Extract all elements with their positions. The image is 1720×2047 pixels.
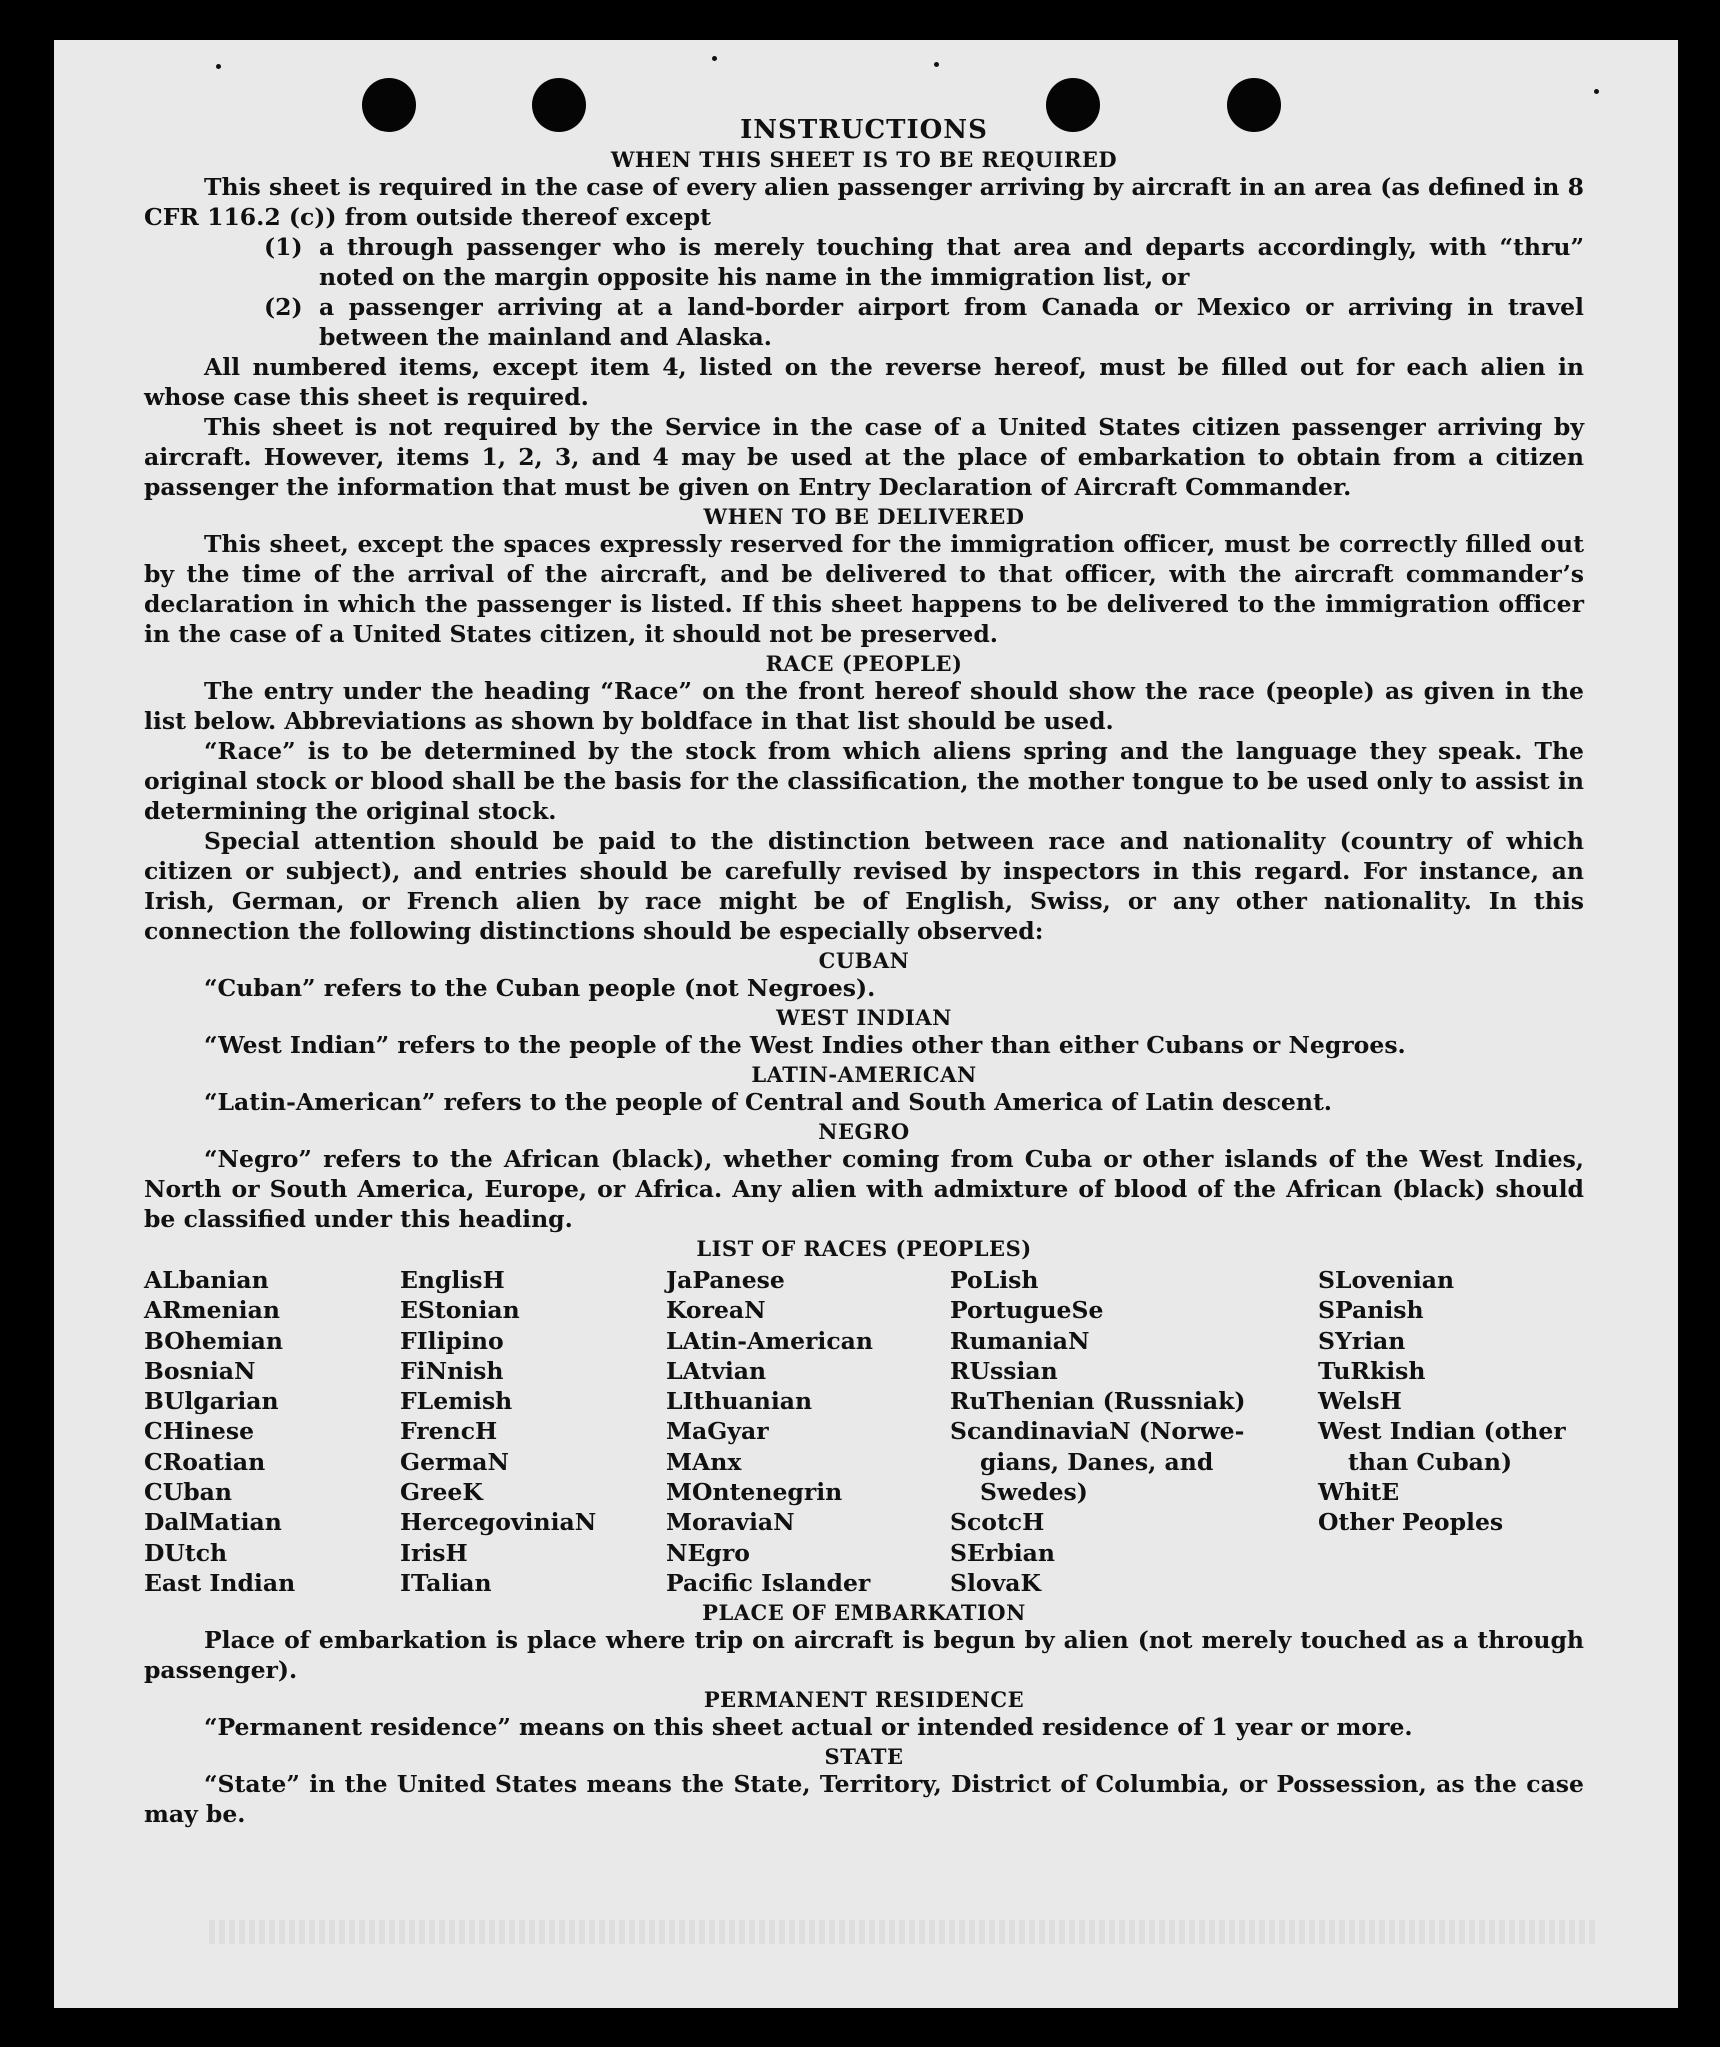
- race-entry: EStonian: [400, 1296, 520, 1325]
- race-entry: West Indian (other: [1318, 1417, 1566, 1446]
- race-entry: JaPanese: [666, 1266, 785, 1294]
- paragraph: “Negro” refers to the African (black), whether coming from Cuba or other islands of the West Indies, North or South America, Europe, or Africa. Any alien with admixture of blood of the African (black) should be classified under this heading.: [144, 1145, 1584, 1233]
- section-heading-when-delivered: WHEN TO BE DELIVERED: [703, 504, 1025, 529]
- paragraph: “Latin-American” refers to the people of Central and South America of Latin descent.: [204, 1088, 1332, 1116]
- race-entry: SErbian: [950, 1538, 1055, 1567]
- race-entry: CUban: [144, 1478, 232, 1507]
- speck: [1594, 89, 1599, 94]
- race-entry: SYrian: [1318, 1326, 1406, 1355]
- race-entry: BosniaN: [144, 1356, 256, 1385]
- section-heading-cuban: CUBAN: [818, 948, 910, 973]
- races-column: [950, 1265, 1318, 1598]
- races-column: [666, 1265, 950, 1598]
- race-entry: ALbanian: [144, 1266, 269, 1294]
- race-entry: FiNnish: [400, 1356, 504, 1385]
- section-heading-place-of-embarkation: PLACE OF EMBARKATION: [702, 1600, 1026, 1626]
- section-heading-permanent-residence: PERMANENT RESIDENCE: [703, 1687, 1025, 1713]
- faint-footer-text: [209, 1920, 1599, 1944]
- race-entry: MoraviaN: [666, 1508, 795, 1537]
- exception-item: (1) a through passenger who is merely touching that area and departs accordingly, with “thru” noted on the margin opposite his name in the immigration list, or: [264, 233, 1584, 291]
- paragraph: Place of embarkation is place where trip on aircraft is begun by alien (not merely touched as a through passenger).: [144, 1626, 1584, 1685]
- race-entry: Other Peoples: [1318, 1508, 1504, 1537]
- section-heading-when-required: WHEN THIS SHEET IS TO BE REQUIRED: [610, 147, 1118, 172]
- races-column: [400, 1265, 666, 1598]
- race-entry: East Indian: [144, 1568, 296, 1597]
- race-entry: NEgro: [666, 1538, 750, 1567]
- race-entry: SPanish: [1318, 1296, 1424, 1325]
- races-column: [1318, 1265, 1578, 1598]
- document-page: [54, 40, 1678, 2008]
- race-entry: SLovenian: [1318, 1266, 1455, 1294]
- race-entry: LIthuanian: [666, 1387, 813, 1416]
- speck: [934, 62, 939, 67]
- paragraph: “Permanent residence” means on this sheet actual or intended residence of 1 year or more.: [204, 1713, 1413, 1742]
- race-entry: Pacific Islander: [666, 1568, 871, 1597]
- paragraph: “West Indian” refers to the people of the West Indies other than either Cubans or Negroes.: [204, 1031, 1406, 1059]
- race-entry: FrencH: [400, 1417, 498, 1446]
- race-entry: FIlipino: [400, 1326, 504, 1355]
- speck: [216, 64, 221, 69]
- race-entry: MaGyar: [666, 1417, 769, 1446]
- races-table: [144, 1265, 1584, 1598]
- exception-item: (2) a passenger arriving at a land-border airport from Canada or Mexico or arriving in travel between the mainland and Alaska.: [264, 293, 1584, 351]
- race-entry: ScotcH: [950, 1508, 1045, 1537]
- race-entry: ITalian: [400, 1568, 492, 1597]
- race-entry: WhitE: [1318, 1478, 1400, 1507]
- paragraph: “Race” is to be determined by the stock from which aliens spring and the language they speak. The original stock or blood shall be the basis for the classification, the mother tongue to be used only to assist in determining the original stock.: [144, 737, 1584, 825]
- page-title: INSTRUCTIONS: [740, 115, 988, 145]
- race-entry: FLemish: [400, 1387, 513, 1416]
- race-entry: PoLish: [950, 1266, 1039, 1294]
- race-entry: IrisH: [400, 1538, 468, 1567]
- race-entry: ScandinaviaN (Norwe-: [950, 1417, 1245, 1446]
- race-entry: BUlgarian: [144, 1387, 279, 1416]
- race-entry: than Cuban): [1348, 1447, 1513, 1476]
- paragraph: Special attention should be paid to the distinction between race and nationality (country of which citizen or subject), and entries should be carefully revised by inspectors in this regard. For instance, an Irish, German, or French alien by race might be of English, Swiss, or any other nationality. In this connection the following distinctions should be especially observed:: [144, 827, 1584, 945]
- section-heading-race: RACE (PEOPLE): [765, 651, 963, 676]
- race-entry: DUtch: [144, 1538, 228, 1567]
- race-entry: EnglisH: [400, 1266, 505, 1294]
- race-entry: LAtvian: [666, 1356, 767, 1385]
- paragraph: This sheet is required in the case of every alien passenger arriving by aircraft in an area (as defined in 8 CFR 116.2 (c)) from outside thereof except: [144, 173, 1584, 231]
- paragraph: This sheet is not required by the Service in the case of a United States citizen passenger arriving by aircraft. However, items 1, 2, 3, and 4 may be used at the place of embarkation to obtain from a citizen passenger the information that must be given on Entry Declaration of Aircraft Commander.: [144, 413, 1584, 501]
- paragraph: “State” in the United States means the State, Territory, District of Columbia, or Possession, as the case may be.: [144, 1770, 1584, 1829]
- race-entry: CRoatian: [144, 1447, 266, 1476]
- paragraph: The entry under the heading “Race” on the front hereof should show the race (people) as given in the list below. Abbreviations as shown by boldface in that list should be used.: [144, 677, 1584, 735]
- race-entry: DalMatian: [144, 1508, 282, 1537]
- race-entry: RuThenian (Russniak): [950, 1387, 1246, 1416]
- race-entry: RUssian: [950, 1356, 1058, 1385]
- speck: [712, 56, 717, 61]
- race-entry: gians, Danes, and: [980, 1447, 1214, 1476]
- race-entry: KoreaN: [666, 1296, 766, 1325]
- race-entry: TuRkish: [1318, 1356, 1426, 1385]
- paragraph: All numbered items, except item 4, listed on the reverse hereof, must be filled out for each alien in whose case this sheet is required.: [144, 353, 1584, 411]
- race-entry: CHinese: [144, 1417, 255, 1446]
- instructions-body: [144, 115, 1584, 1829]
- race-entry: MAnx: [666, 1447, 742, 1476]
- race-entry: HercegoviniaN: [400, 1508, 597, 1537]
- section-heading-state: STATE: [824, 1744, 904, 1770]
- race-entry: RumaniaN: [950, 1326, 1090, 1355]
- races-column: [144, 1265, 400, 1598]
- paragraph: “Cuban” refers to the Cuban people (not Negroes).: [204, 974, 876, 1002]
- race-entry: SlovaK: [950, 1568, 1041, 1597]
- section-heading-list-of-races: LIST OF RACES (PEOPLES): [696, 1236, 1032, 1261]
- race-entry: MOntenegrin: [666, 1478, 843, 1507]
- section-heading-latin-american: LATIN-AMERICAN: [751, 1062, 977, 1087]
- race-entry: PortugueSe: [950, 1296, 1104, 1325]
- race-entry: GreeK: [400, 1478, 483, 1507]
- paragraph: This sheet, except the spaces expressly reserved for the immigration officer, must be correctly filled out by the time of the arrival of the aircraft, and be delivered to that officer, with the aircraft commander’s declaration in which the passenger is listed. If this sheet happens to be delivered to the immigration officer in the case of a United States citizen, it should not be preserved.: [144, 530, 1584, 648]
- race-entry: GermaN: [400, 1447, 509, 1476]
- section-heading-west-indian: WEST INDIAN: [776, 1005, 952, 1030]
- race-entry: LAtin-American: [666, 1326, 873, 1355]
- race-entry: BOhemian: [144, 1326, 283, 1355]
- race-entry: ARmenian: [144, 1296, 280, 1325]
- race-entry: Swedes): [980, 1478, 1088, 1507]
- section-heading-negro: NEGRO: [818, 1119, 910, 1144]
- race-entry: WelsH: [1318, 1387, 1402, 1416]
